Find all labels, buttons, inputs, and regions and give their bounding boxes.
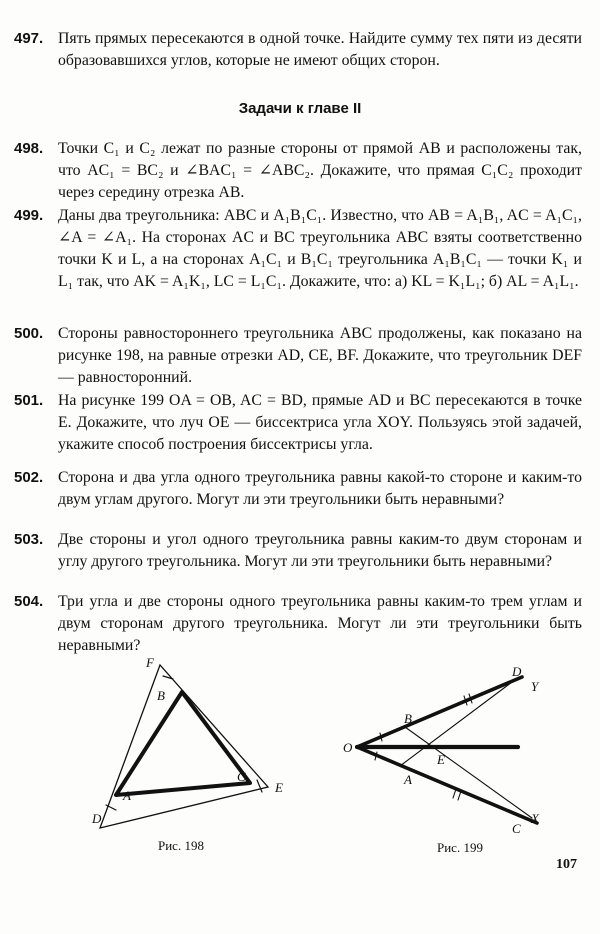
- section-heading: Задачи к главе II: [238, 100, 362, 117]
- problem-number: 501.: [14, 392, 44, 409]
- problem-number: 500.: [14, 325, 44, 342]
- tick-mark: [458, 791, 461, 800]
- figure-199-caption: Рис. 199: [437, 840, 483, 855]
- label-a: A: [123, 788, 131, 803]
- label-d: D: [512, 664, 522, 679]
- problem-text: Сторона и два угла одного треугольника равны какой-то стороне и каким-то двум углам другого. Могут ли эти треугольники быть неравными?: [58, 469, 582, 508]
- problem-text: Три угла и две стороны одного треугольника равны каким-то трем углам и двум сторонам другого треугольника. Могут ли эти треугольники быть неравными?: [58, 593, 582, 654]
- figure-198-caption: Рис. 198: [158, 838, 204, 853]
- label-b: B: [157, 688, 165, 703]
- problem-text: Даны два треугольника: ABC и A₁B₁C₁. Известно, что AB = A₁B₁, AC = A₁C₁, ∠A = ∠A₁. На сторонах AC и BC треугольника ABC взяты соответственно точки K и L, а на сторонах A₁C₁ и B₁C₁ треугольника A₁B₁C₁ — точки K₁ и L₁ так, что AK = A₁K₁, LC = L₁C₁. Докажите, что: а) KL = K₁L₁; б) AL = A₁L₁.: [58, 207, 582, 290]
- line-bc: [405, 727, 532, 818]
- problem-text: Точки C₁ и C₂ лежат по разные стороны от прямой AB и расположены так, что AC₁ = BC₂ и ∠BAC₁ = ∠ABC₂. Докажите, что прямая C₁C₂ проходит через середину отрезка AB.: [58, 140, 582, 201]
- tick-mark: [453, 789, 456, 798]
- ray-ox: [357, 747, 537, 823]
- label-f: F: [146, 655, 154, 670]
- label-c: C: [237, 769, 246, 784]
- problem-text: На рисунке 199 OA = OB, AC = BD, прямые AD и BC пересекаются в точке E. Докажите, что луч OE — биссектриса угла XOY. Пользуясь этой задачей, укажите способ построения биссектрисы угла.: [58, 392, 582, 453]
- problem-number: 498.: [14, 140, 44, 157]
- problem-text: Две стороны и угол одного треугольника равны каким-то двум сторонам и углу другого треугольника. Могут ли эти треугольники быть неравными?: [58, 531, 582, 570]
- problem-number: 499.: [14, 207, 44, 224]
- label-y: Y: [531, 679, 539, 694]
- label-x: X: [531, 811, 539, 826]
- label-e: E: [275, 780, 283, 795]
- problem-number: 502.: [14, 469, 44, 486]
- label-o: O: [343, 740, 353, 755]
- label-e: E: [437, 752, 445, 767]
- problem-text: Стороны равностороннего треугольника ABC продолжены, как показано на рисунке 198, на равные отрезки AD, CE, BF. Докажите, что треугольник DEF — равносторонний.: [58, 325, 582, 386]
- problem-number: 503.: [14, 531, 44, 548]
- label-d: D: [92, 811, 102, 826]
- label-c: C: [512, 821, 521, 836]
- problem-number: 497.: [14, 30, 44, 47]
- page-number: 107: [556, 857, 577, 872]
- problem-number: 504.: [14, 593, 44, 610]
- problem-text: Пять прямых пересекаются в одной точке. Найдите сумму тех пяти из десяти образовавшихся углов, которые не имеют общих сторон.: [58, 30, 582, 69]
- label-b: B: [404, 711, 412, 726]
- label-a: A: [404, 772, 412, 787]
